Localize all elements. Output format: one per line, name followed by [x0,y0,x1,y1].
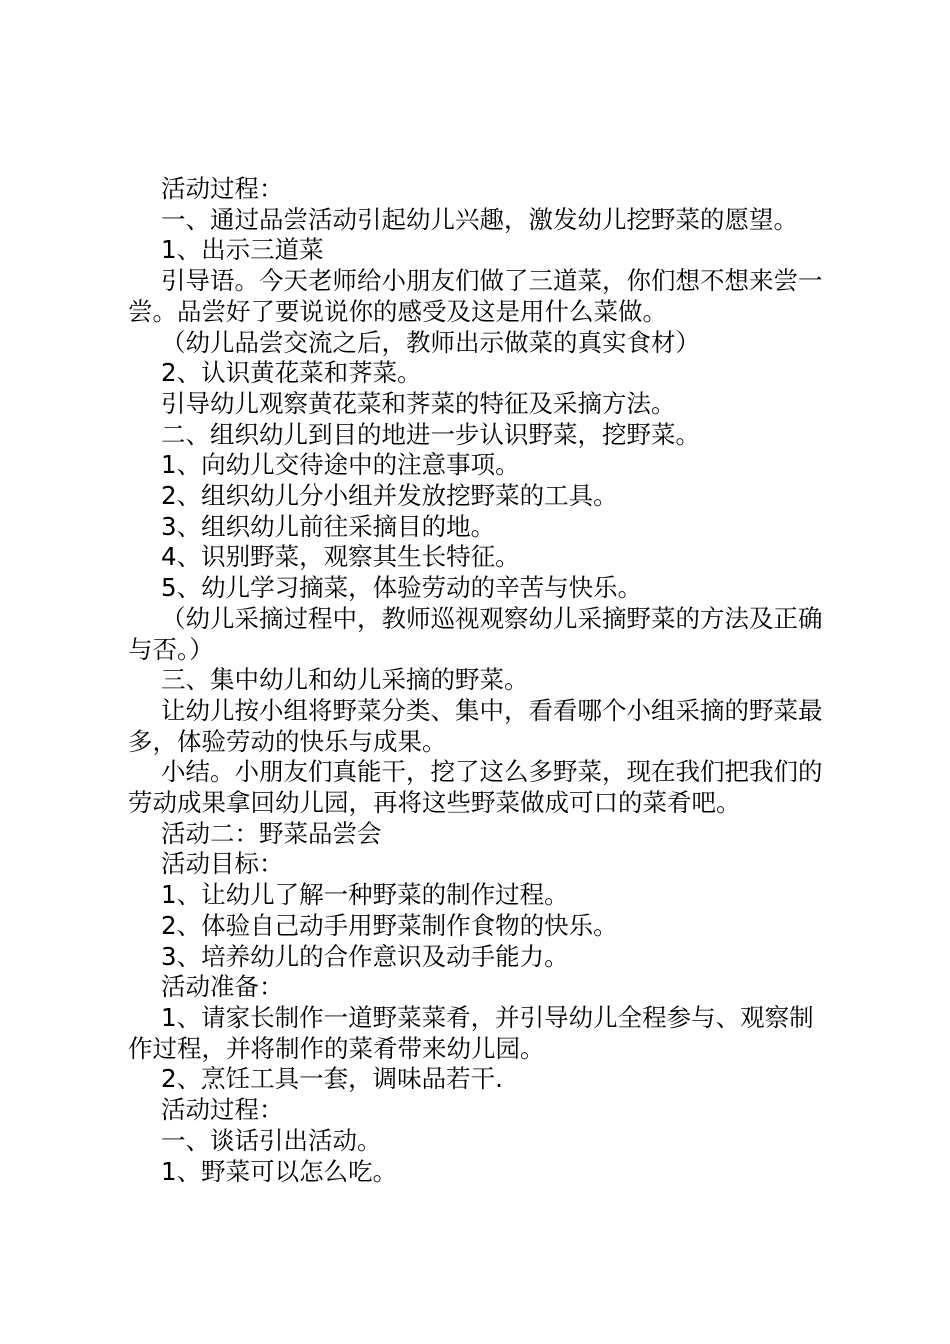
paragraph: 1、向幼儿交待途中的注意事项。 [161,450,520,480]
paragraph-section-three: 三、集中幼儿和幼儿采摘的野菜。 [161,665,529,695]
paragraph: 3、组织幼儿前往采摘目的地。 [161,511,496,541]
paragraph-activity-prep-heading: 活动准备： [161,972,284,1002]
paragraph: （幼儿采摘过程中，教师巡视观察幼儿采摘野菜的方法及正确与否。） [128,603,823,664]
paragraph: 5、幼儿学习摘菜，体验劳动的辛苦与快乐。 [161,573,643,603]
paragraph: 2、认识黄花菜和荠菜。 [161,358,422,388]
paragraph-summary: 小结。小朋友们真能干，挖了这么多野菜，现在我们把我们的劳动成果拿回幼儿园，再将这些野菜做成可口的菜肴吧。 [128,757,823,818]
paragraph: 引导幼儿观察黄花菜和荠菜的特征及采摘方法。 [161,388,676,418]
paragraph: 1、出示三道菜 [161,235,324,265]
paragraph-activity-two-heading: 活动二：野菜品尝会 [161,818,382,848]
paragraph-section-two: 二、组织幼儿到目的地进一步认识野菜，挖野菜。 [161,419,700,449]
paragraph: 1、让幼儿了解一种野菜的制作过程。 [161,880,569,910]
paragraph: 1、请家长制作一道野菜菜肴，并引导幼儿全程参与、观察制作过程，并将制作的菜肴带来幼儿园。 [128,1002,814,1063]
paragraph-activity-goals-heading: 活动目标： [161,849,284,879]
paragraph: 让幼儿按小组将野菜分类、集中，看看哪个小组采摘的野菜最多，体验劳动的快乐与成果。 [128,695,823,756]
paragraph: 3、培养幼儿的合作意识及动手能力。 [161,941,569,971]
paragraph: 2、组织幼儿分小组并发放挖野菜的工具。 [161,481,618,511]
paragraph: 2、体验自己动手用野菜制作食物的快乐。 [161,910,618,940]
paragraph: 1、野菜可以怎么吃。 [161,1156,398,1186]
paragraph: （幼儿品尝交流之后，教师出示做菜的真实食材） [161,327,700,357]
paragraph: 2、烹饪工具一套，调味品若干. [161,1064,503,1094]
paragraph: 4、识别野菜，观察其生长特征。 [161,542,520,572]
paragraph-activity-process-heading-2: 活动过程： [161,1095,284,1125]
paragraph-activity-process-heading: 活动过程： [161,174,284,203]
paragraph: 一、谈话引出活动。 [161,1125,382,1155]
paragraph: 引导语。今天老师给小朋友们做了三道菜，你们想不想来尝一尝。品尝好了要说说你的感受及这是用什么菜做。 [128,266,823,326]
paragraph-section-one: 一、通过品尝活动引起幼儿兴趣，激发幼儿挖野菜的愿望。 [161,204,798,234]
document-body [128,174,828,1187]
